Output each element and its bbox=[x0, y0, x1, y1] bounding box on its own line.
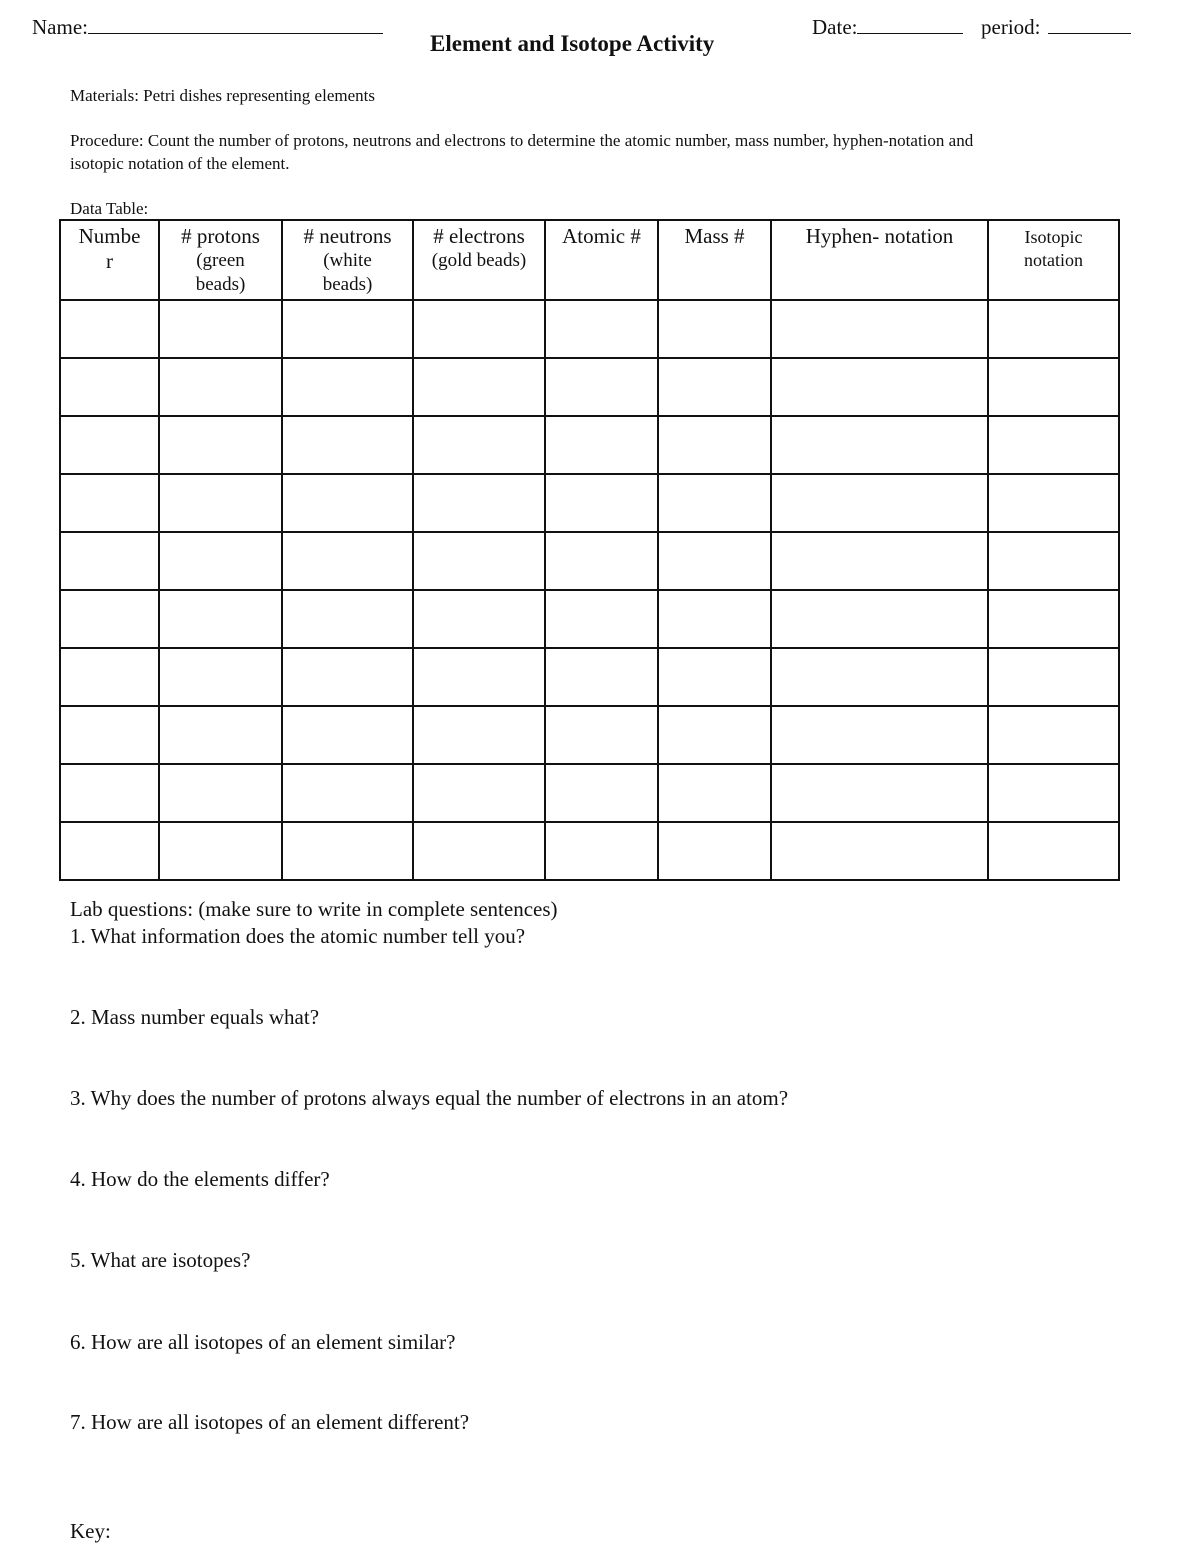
table-cell[interactable] bbox=[545, 358, 658, 416]
table-cell[interactable] bbox=[60, 764, 159, 822]
table-cell[interactable] bbox=[545, 706, 658, 764]
table-cell[interactable] bbox=[282, 358, 413, 416]
table-cell[interactable] bbox=[159, 822, 282, 880]
col-header-atomic-number: Atomic # bbox=[545, 220, 658, 300]
col-header-protons: # protons (green beads) bbox=[159, 220, 282, 300]
table-cell[interactable] bbox=[282, 416, 413, 474]
table-cell[interactable] bbox=[771, 590, 988, 648]
table-row bbox=[60, 764, 1119, 822]
table-cell[interactable] bbox=[282, 706, 413, 764]
table-cell[interactable] bbox=[413, 648, 545, 706]
table-cell[interactable] bbox=[282, 822, 413, 880]
col-header-isotopic-notation: Isotopic notation bbox=[988, 220, 1119, 300]
table-cell[interactable] bbox=[545, 532, 658, 590]
table-cell[interactable] bbox=[159, 764, 282, 822]
period-field[interactable] bbox=[981, 15, 1131, 40]
table-cell[interactable] bbox=[159, 590, 282, 648]
table-cell[interactable] bbox=[771, 532, 988, 590]
table-cell[interactable] bbox=[545, 822, 658, 880]
question-2: 2. Mass number equals what? bbox=[70, 1005, 320, 1029]
table-cell[interactable] bbox=[159, 300, 282, 358]
table-cell[interactable] bbox=[282, 764, 413, 822]
table-cell[interactable] bbox=[282, 474, 413, 532]
table-cell[interactable] bbox=[413, 822, 545, 880]
table-header-row bbox=[60, 220, 1119, 300]
question-3: 3. Why does the number of protons always equal the number of electrons in an atom? bbox=[70, 1086, 789, 1110]
table-cell[interactable] bbox=[413, 590, 545, 648]
table-cell[interactable] bbox=[988, 764, 1119, 822]
question-7: 7. How are all isotopes of an element different? bbox=[70, 1410, 470, 1434]
col-header-mass-number: Mass # bbox=[658, 220, 771, 300]
table-cell[interactable] bbox=[159, 416, 282, 474]
table-row bbox=[60, 416, 1119, 474]
table-cell[interactable] bbox=[282, 648, 413, 706]
period-label: period: bbox=[981, 15, 1041, 39]
table-row bbox=[60, 532, 1119, 590]
col-header-hyphen-notation: Hyphen- notation bbox=[771, 220, 988, 300]
table-cell[interactable] bbox=[988, 590, 1119, 648]
col-header-electrons: # electrons (gold beads) bbox=[413, 220, 545, 300]
table-cell[interactable] bbox=[658, 532, 771, 590]
table-cell[interactable] bbox=[658, 822, 771, 880]
table-cell[interactable] bbox=[545, 300, 658, 358]
table-cell[interactable] bbox=[282, 532, 413, 590]
date-blank-line[interactable] bbox=[857, 33, 963, 34]
questions-intro: Lab questions: (make sure to write in complete sentences) bbox=[70, 897, 558, 921]
table-cell[interactable] bbox=[60, 300, 159, 358]
table-cell[interactable] bbox=[60, 706, 159, 764]
table-cell[interactable] bbox=[545, 474, 658, 532]
table-cell[interactable] bbox=[413, 532, 545, 590]
table-cell[interactable] bbox=[159, 648, 282, 706]
name-field[interactable] bbox=[32, 15, 383, 40]
table-cell[interactable] bbox=[988, 822, 1119, 880]
table-row bbox=[60, 822, 1119, 880]
table-cell[interactable] bbox=[545, 648, 658, 706]
table-row bbox=[60, 648, 1119, 706]
table-cell[interactable] bbox=[658, 416, 771, 474]
table-cell[interactable] bbox=[60, 416, 159, 474]
name-blank-line[interactable] bbox=[88, 33, 383, 34]
table-cell[interactable] bbox=[658, 648, 771, 706]
table-cell[interactable] bbox=[413, 764, 545, 822]
procedure-line-1: Procedure: Count the number of protons, neutrons and electrons to determine the atomic number, mass number, hyphen-notation and bbox=[70, 131, 974, 150]
table-cell[interactable] bbox=[988, 300, 1119, 358]
table-caption: Data Table: bbox=[70, 199, 149, 218]
table-cell[interactable] bbox=[545, 590, 658, 648]
table-cell[interactable] bbox=[413, 300, 545, 358]
table-row bbox=[60, 706, 1119, 764]
question-6: 6. How are all isotopes of an element similar? bbox=[70, 1330, 456, 1354]
data-table bbox=[59, 219, 1120, 881]
table-cell[interactable] bbox=[413, 358, 545, 416]
table-cell[interactable] bbox=[159, 532, 282, 590]
col-header-neutrons: # neutrons (white beads) bbox=[282, 220, 413, 300]
question-4: 4. How do the elements differ? bbox=[70, 1167, 330, 1191]
table-cell[interactable] bbox=[545, 764, 658, 822]
materials-text: Materials: Petri dishes representing elements bbox=[70, 86, 375, 105]
table-cell[interactable] bbox=[159, 474, 282, 532]
table-cell[interactable] bbox=[658, 358, 771, 416]
table-cell[interactable] bbox=[988, 416, 1119, 474]
table-cell[interactable] bbox=[988, 706, 1119, 764]
table-cell[interactable] bbox=[413, 474, 545, 532]
table-row bbox=[60, 590, 1119, 648]
table-cell[interactable] bbox=[60, 822, 159, 880]
question-1: 1. What information does the atomic number tell you? bbox=[70, 924, 526, 948]
date-label: Date: bbox=[812, 15, 858, 39]
table-cell[interactable] bbox=[413, 416, 545, 474]
table-cell[interactable] bbox=[658, 764, 771, 822]
table-cell[interactable] bbox=[771, 648, 988, 706]
name-label: Name: bbox=[32, 15, 88, 39]
table-cell[interactable] bbox=[771, 474, 988, 532]
table-cell[interactable] bbox=[988, 474, 1119, 532]
table-cell[interactable] bbox=[771, 822, 988, 880]
table-cell[interactable] bbox=[771, 764, 988, 822]
table-cell[interactable] bbox=[771, 706, 988, 764]
table-cell[interactable] bbox=[60, 474, 159, 532]
table-cell[interactable] bbox=[988, 532, 1119, 590]
table-cell[interactable] bbox=[282, 300, 413, 358]
table-row bbox=[60, 358, 1119, 416]
table-cell[interactable] bbox=[658, 706, 771, 764]
table-cell[interactable] bbox=[159, 706, 282, 764]
table-cell[interactable] bbox=[771, 300, 988, 358]
table-row bbox=[60, 474, 1119, 532]
col-header-number: Numbe r bbox=[60, 220, 159, 300]
date-field[interactable] bbox=[812, 15, 963, 40]
table-cell[interactable] bbox=[60, 590, 159, 648]
table-cell[interactable] bbox=[60, 358, 159, 416]
question-5: 5. What are isotopes? bbox=[70, 1248, 251, 1272]
table-cell[interactable] bbox=[282, 590, 413, 648]
table-row bbox=[60, 300, 1119, 358]
table-cell[interactable] bbox=[771, 358, 988, 416]
key-label: Key: bbox=[70, 1519, 111, 1543]
table-cell[interactable] bbox=[658, 474, 771, 532]
table-cell[interactable] bbox=[771, 416, 988, 474]
table-cell[interactable] bbox=[988, 358, 1119, 416]
procedure-line-2: isotopic notation of the element. bbox=[70, 154, 290, 173]
table-cell[interactable] bbox=[658, 300, 771, 358]
table-cell[interactable] bbox=[658, 590, 771, 648]
page-title: Element and Isotope Activity bbox=[430, 31, 715, 56]
table-cell[interactable] bbox=[60, 532, 159, 590]
table-cell[interactable] bbox=[60, 648, 159, 706]
table-cell[interactable] bbox=[159, 358, 282, 416]
table-cell[interactable] bbox=[545, 416, 658, 474]
table-cell[interactable] bbox=[413, 706, 545, 764]
period-blank-line[interactable] bbox=[1048, 33, 1131, 34]
table-cell[interactable] bbox=[988, 648, 1119, 706]
